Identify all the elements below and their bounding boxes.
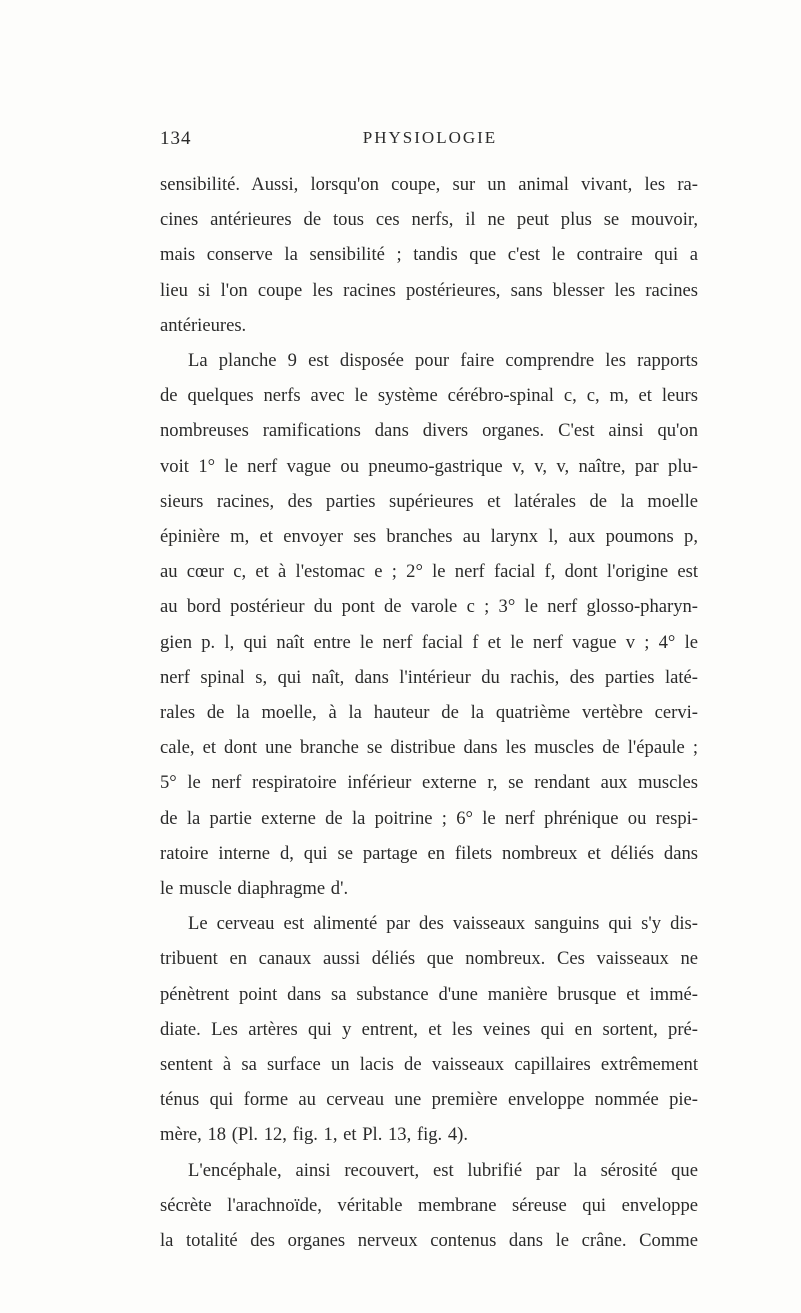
text-line: mais conserve la sensibilité ; tandis que c'est le contraire qui a [160,244,698,266]
running-head [160,128,700,152]
text-line: lieu si l'on coupe les racines postérieures, sans blesser les racines [160,279,698,301]
text-line: au cœur c, et à l'estomac e ; 2° le nerf facial f, dont l'origine est [160,561,698,583]
text-line: pénètrent point dans sa substance d'une manière brusque et immé- [160,983,698,1005]
text-line: sentent à sa surface un lacis de vaisseaux capillaires extrêmement [160,1054,698,1076]
text-line: nombreuses ramifications dans divers organes. C'est ainsi qu'on [160,420,698,442]
paragraph-3 [160,906,698,1152]
text-line: Le cerveau est alimenté par des vaisseaux sanguins qui s'y dis- [188,913,698,935]
text-line: rales de la moelle, à la hauteur de la quatrième vertèbre cervi- [160,702,698,724]
text-line: mère, 18 (Pl. 12, fig. 1, et Pl. 13, fig. 4). [160,1124,468,1146]
text-line: 5° le nerf respiratoire inférieur externe r, se rendant aux muscles [160,772,698,794]
text-line: nerf spinal s, qui naît, dans l'intérieur du rachis, des parties laté- [160,666,698,688]
running-title: PHYSIOLOGIE [362,128,498,147]
text-line: L'encéphale, ainsi recouvert, est lubrifié par la sérosité que [188,1159,698,1181]
text-line: sieurs racines, des parties supérieures et latérales de la moelle [160,490,698,512]
text-line: voit 1° le nerf vague ou pneumo-gastrique v, v, v, naître, par plu- [160,455,698,477]
text-line: sensibilité. Aussi, lorsqu'on coupe, sur un animal vivant, les ra- [160,174,698,195]
body-text [160,167,698,1258]
text-line: ratoire interne d, qui se partage en filets nombreux et déliés dans [160,842,698,864]
text-line: le muscle diaphragme d'. [160,878,349,900]
text-line: antérieures. [160,314,247,336]
text-line: au bord postérieur du pont de varole c ; 3° le nerf glosso-pharyn- [160,596,698,618]
paragraph-4 [160,1153,698,1259]
text-line: tribuent en canaux aussi déliés que nombreux. Ces vaisseaux ne [160,948,698,970]
text-line: épinière m, et envoyer ses branches au larynx l, aux poumons p, [160,526,698,548]
text-line: gien p. l, qui naît entre le nerf facial f et le nerf vague v ; 4° le [160,631,698,653]
text-line: de quelques nerfs avec le système cérébro-spinal c, c, m, et leurs [160,385,698,407]
text-line: sécrète l'arachnoïde, véritable membrane séreuse qui enveloppe [160,1194,698,1216]
text-line: La planche 9 est disposée pour faire comprendre les rapports [188,350,698,372]
text-line: de la partie externe de la poitrine ; 6° le nerf phrénique ou respi- [160,807,698,829]
paragraph-2 [160,343,698,906]
text-line: ténus qui forme au cerveau une première enveloppe nommée pie- [160,1089,698,1111]
text-line: cines antérieures de tous ces nerfs, il ne peut plus se mouvoir, [160,209,698,231]
paragraph-1 [160,167,698,343]
text-line: cale, et dont une branche se distribue dans les muscles de l'épaule ; [160,737,698,759]
text-line: diate. Les artères qui y entrent, et les veines qui en sortent, pré- [160,1018,698,1040]
page-number: 134 [160,128,192,149]
text-line: la totalité des organes nerveux contenus dans le crâne. Comme [160,1230,698,1252]
